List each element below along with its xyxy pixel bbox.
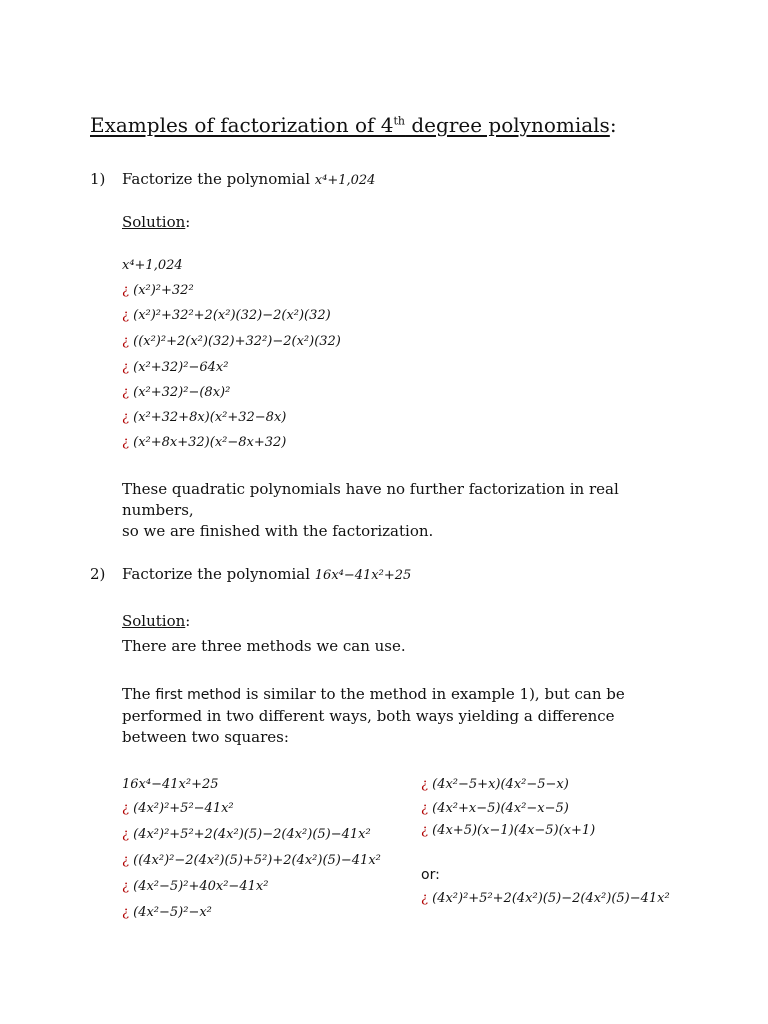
equals-glyph: ¿ — [421, 891, 428, 906]
example-1-solution-heading — [122, 213, 190, 231]
equals-glyph: ¿ — [421, 801, 428, 816]
example-1-solution-colon: : — [185, 213, 191, 231]
first-method-bold: first method — [155, 687, 242, 703]
example-1-conclusion — [122, 479, 662, 542]
equals-glyph: ¿ — [122, 385, 129, 400]
derivation-line: ¿ (x²)²+32²+2(x²)(32)−2(x²)(32) — [122, 308, 331, 323]
derivation-line: 16x⁴−41x²+25 — [122, 777, 219, 792]
title-colon: : — [609, 113, 617, 137]
example-2-solution-heading — [122, 612, 190, 630]
derivation-line: ¿ (4x²)²+5²−41x² — [122, 801, 234, 816]
derivation-line: ¿ (x²+32+8x)(x²+32−8x) — [122, 410, 287, 425]
equals-glyph: ¿ — [122, 853, 129, 868]
example-2-polynomial: 16x⁴−41x²+25 — [314, 568, 412, 583]
example-1-solution-label: Solution — [122, 213, 186, 231]
equals-glyph: ¿ — [122, 360, 129, 375]
derivation-line: ¿ (4x²)²+5²+2(4x²)(5)−2(4x²)(5)−41x² — [122, 827, 371, 842]
derivation-line: ¿ (4x²−5)²+40x²−41x² — [122, 879, 269, 894]
equals-glyph: ¿ — [122, 308, 129, 323]
derivation-line: ¿ (4x²)²+5²+2(4x²)(5)−2(4x²)(5)−41x² — [421, 891, 670, 906]
derivation-line: ¿ ((x²)²+2(x²)(32)+32²)−2(x²)(32) — [122, 334, 341, 349]
example-2-number: 2) — [90, 565, 106, 583]
equals-glyph: ¿ — [122, 905, 129, 920]
derivation-line: ¿ (x²)²+32² — [122, 283, 194, 298]
equals-glyph: ¿ — [122, 283, 129, 298]
example-2-prompt-text: Factorize the polynomial — [122, 565, 315, 583]
example-2-prompt — [122, 565, 411, 583]
equals-glyph: ¿ — [421, 777, 428, 792]
example-1-prompt — [122, 170, 375, 188]
title-superscript: th — [393, 114, 406, 128]
title-main: Examples of factorization of 4 — [90, 113, 394, 137]
first-method-paragraph: The first method is similar to the method in example 1), but can be performed in two different ways, both ways yielding a difference between two squares: — [122, 685, 625, 746]
equals-glyph: ¿ — [421, 823, 428, 838]
document-title — [90, 113, 617, 137]
derivation-line: ¿ (x²+32)²−64x² — [122, 360, 229, 375]
title-rest: degree polynomials — [405, 113, 610, 137]
example-1-number: 1) — [90, 170, 106, 188]
equals-glyph: ¿ — [122, 435, 129, 450]
equals-glyph: ¿ — [122, 801, 129, 816]
example-1-polynomial: x⁴+1,024 — [314, 173, 376, 188]
derivation-line: ¿ (4x²−5+x)(4x²−5−x) — [421, 777, 569, 792]
equals-glyph: ¿ — [122, 410, 129, 425]
derivation-line: ¿ ((4x²)²−2(4x²)(5)+5²)+2(4x²)(5)−41x² — [122, 853, 381, 868]
derivation-line: ¿ (x²+32)²−(8x)² — [122, 385, 231, 400]
example-1-prompt-text: Factorize the polynomial — [122, 170, 315, 188]
equals-glyph: ¿ — [122, 827, 129, 842]
equals-glyph: ¿ — [122, 334, 129, 349]
derivation-line: x⁴+1,024 — [122, 258, 183, 273]
methods-intro: There are three methods we can use. — [122, 637, 406, 655]
derivation-line: ¿ (4x²−5)²−x² — [122, 905, 212, 920]
example-2-solution-label: Solution — [122, 612, 186, 630]
example-2-solution-colon: : — [185, 612, 191, 630]
derivation-line: ¿ (4x+5)(x−1)(4x−5)(x+1) — [421, 823, 596, 838]
conclusion-line-2: so we are finished with the factorization. — [122, 522, 434, 540]
derivation-line: ¿ (4x²+x−5)(4x²−x−5) — [421, 801, 569, 816]
or-label: or: — [421, 867, 440, 883]
equals-glyph: ¿ — [122, 879, 129, 894]
conclusion-line-1: These quadratic polynomials have no further factorization in real numbers, — [122, 480, 619, 519]
derivation-line: ¿ (x²+8x+32)(x²−8x+32) — [122, 435, 287, 450]
